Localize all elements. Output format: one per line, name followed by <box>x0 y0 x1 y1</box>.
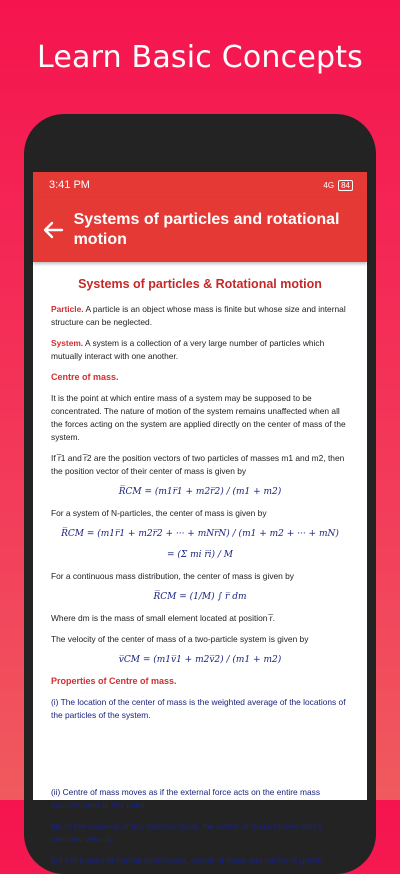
document-content[interactable] <box>33 262 367 867</box>
equation-com-n: R̅CM = (m1r̅1 + m2r̅2 + ··· + mNr̅N) / (m1 + m2 + ··· + mN) <box>61 529 339 539</box>
system-term: System. <box>51 338 84 348</box>
appbar-title: Systems of particles and rotational motion <box>73 211 340 248</box>
status-time: 3:41 PM <box>49 179 90 191</box>
continuous-paragraph: For a continuous mass distribution, the center of mass is given by <box>51 571 294 581</box>
arrow-left-icon <box>43 221 63 239</box>
properties-heading: Properties of Centre of mass. <box>51 676 177 686</box>
promo-title: Learn Basic Concepts <box>36 40 364 75</box>
n-particle-paragraph: For a system of N-particles, the center of mass is given by <box>51 508 267 518</box>
dm-paragraph: Where dm is the mass of small element located at position r̅. <box>51 613 275 623</box>
com-paragraph: It is the point at which entire mass of a system may be supposed to be concentrated. The nature of motion of the system remains unaffected when all the forces acting on the system are applied directly on the center of mass of the system. <box>51 393 346 442</box>
equation-com-integral: R̅CM = (1/M) ∫ r̅ dm <box>153 592 247 602</box>
com-heading: Centre of mass. <box>51 372 119 382</box>
particle-term: Particle. <box>51 304 84 314</box>
back-button[interactable] <box>33 221 74 239</box>
equation-velocity: v̅CM = (m1v̅1 + m2v̅2) / (m1 + m2) <box>118 655 282 665</box>
document-title: Systems of particles & Rotational motion <box>78 277 322 291</box>
property-1: (i) The location of the center of mass is the weighted average of the locations of the particles of the system. <box>51 697 346 720</box>
property-4: (iv) For bodies of normal dimensions, center of mass and center of gravity <box>51 855 325 865</box>
property-2: (ii) Centre of mass moves as if the external force acts on the entire mass concentrated at this point. <box>51 787 321 810</box>
equation-com-two: R̅CM = (m1r̅1 + m2r̅2) / (m1 + m2) <box>118 487 282 497</box>
two-particle-paragraph: If r̅1 and r̅2 are the position vectors of two particles of masses m1 and m2, then the position vector of their center of mass is given by <box>51 453 345 476</box>
app-bar <box>33 198 367 262</box>
system-paragraph: System. A system is a collection of a very large number of particles which mutually interact with one another. <box>51 338 325 361</box>
equation-com-sum: = (Σ mi r̅i) / M <box>166 550 234 560</box>
velocity-paragraph: The velocity of the center of mass of a two-particle system is given by <box>51 634 309 644</box>
battery-icon: 84 <box>338 180 353 191</box>
status-bar <box>33 172 367 198</box>
app-screen <box>33 172 367 865</box>
property-3: (iii) In the absence of any external force, the center of mass moves with a constant velocity. <box>51 821 323 844</box>
network-icon: 4G <box>323 180 335 190</box>
particle-paragraph: Particle. A particle is an object whose mass is finite but whose size and internal structure can be neglected. <box>51 304 346 327</box>
